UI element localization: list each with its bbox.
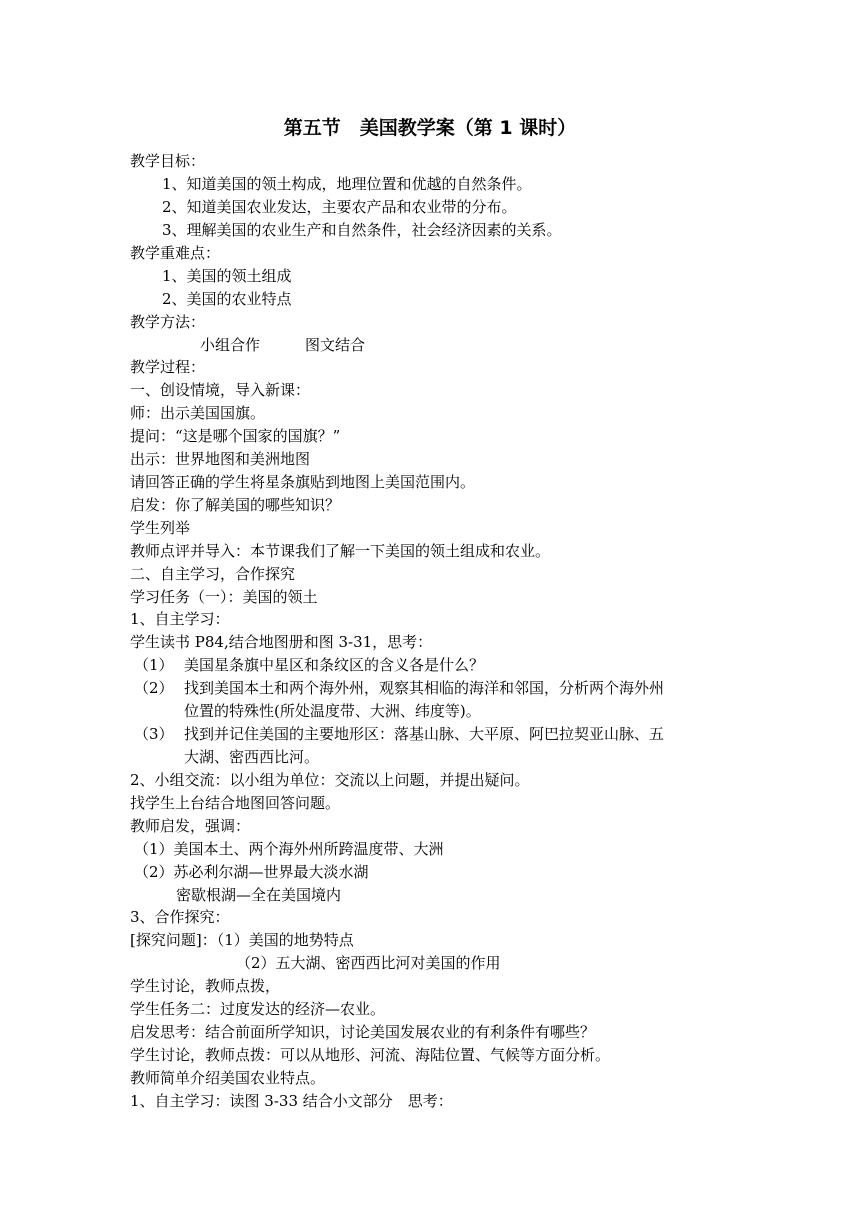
text-line: 教师简单介绍美国农业特点。 bbox=[130, 1069, 326, 1087]
text-line: 启发：你了解美国的哪些知识？ bbox=[130, 496, 341, 514]
question-text-continued: 大湖、密西西比河。 bbox=[184, 748, 320, 766]
text-line: 师：出示美国国旗。 bbox=[130, 404, 266, 422]
key-point-2: 2、美国的农业特点 bbox=[162, 290, 292, 308]
question-number: （2） bbox=[134, 679, 174, 697]
heading-methods: 教学方法： bbox=[130, 313, 206, 331]
key-point-1: 1、美国的领土组成 bbox=[162, 267, 292, 285]
text-line: 启发思考：结合前面所学知识，讨论美国发展农业的有利条件有哪些？ bbox=[130, 1023, 596, 1041]
inquiry-question: [探究问题]：（1）美国的地势特点 bbox=[130, 931, 354, 949]
heading-key-points: 教学重难点： bbox=[130, 244, 221, 262]
step-3-heading: 3、合作探究： bbox=[130, 908, 230, 926]
heading-objectives: 教学目标： bbox=[130, 152, 206, 170]
text-line: 学生讨论，教师点拨：可以从地形、河流、海陆位置、气候等方面分析。 bbox=[130, 1046, 611, 1064]
text-line: 学生讨论，教师点拨， bbox=[130, 977, 281, 995]
text-line: 教师点评并导入：本节课我们了解一下美国的领土组成和农业。 bbox=[130, 542, 551, 560]
text-line: 学生读书 P84,结合地图册和图 3-31，思考： bbox=[130, 633, 433, 651]
question-text-continued: 位置的特殊性(所处温度带、大洲、纬度等)。 bbox=[184, 702, 481, 720]
text-line: 找学生上台结合地图回答问题。 bbox=[130, 794, 341, 812]
emphasis-item: （2）苏必利尔湖—世界最大淡水湖 bbox=[134, 863, 369, 881]
step-1-heading: 1、自主学习： bbox=[130, 610, 230, 628]
question-text: 找到并记住美国的主要地形区：落基山脉、大平原、阿巴拉契亚山脉、五 bbox=[184, 725, 665, 743]
inquiry-question-continued: （2）五大湖、密西西比河对美国的作用 bbox=[236, 954, 501, 972]
text-line: 1、自主学习：读图 3-33 结合小文部分 思考： bbox=[130, 1092, 453, 1110]
section-1-heading: 一、创设情境，导入新课： bbox=[130, 381, 311, 399]
methods-text: 小组合作 图文结合 bbox=[200, 336, 366, 354]
objective-1: 1、知道美国的领土构成，地理位置和优越的自然条件。 bbox=[162, 175, 532, 193]
section-2-heading: 二、自主学习，合作探究 bbox=[130, 565, 296, 583]
page-title: 第五节 美国教学案（第 1 课时） bbox=[283, 117, 577, 139]
text-line: 学生列举 bbox=[130, 519, 191, 537]
text-line: 请回答正确的学生将星条旗贴到地图上美国范围内。 bbox=[130, 473, 476, 491]
text-line: 提问：“这是哪个国家的国旗？” bbox=[130, 427, 341, 445]
task-2-heading: 学生任务二：过度发达的经济—农业。 bbox=[130, 1000, 386, 1018]
task-1-heading: 学习任务（一）：美国的领土 bbox=[130, 588, 318, 606]
objective-2: 2、知道美国农业发达，主要农产品和农业带的分布。 bbox=[162, 198, 517, 216]
text-line: 教师启发，强调： bbox=[130, 817, 251, 835]
objective-3: 3、理解美国的农业生产和自然条件，社会经济因素的关系。 bbox=[162, 221, 562, 239]
text-line: 出示：世界地图和美洲地图 bbox=[130, 450, 311, 468]
question-number: （3） bbox=[134, 725, 174, 743]
heading-process: 教学过程： bbox=[130, 358, 206, 376]
question-text: 找到美国本土和两个海外州，观察其相临的海洋和邻国，分析两个海外州 bbox=[184, 679, 665, 697]
question-text: 美国星条旗中星区和条纹区的含义各是什么？ bbox=[184, 656, 485, 674]
emphasis-item-continued: 密歇根湖—全在美国境内 bbox=[176, 886, 342, 904]
question-number: （1） bbox=[134, 656, 174, 674]
step-2-heading: 2、小组交流：以小组为单位：交流以上问题，并提出疑问。 bbox=[130, 771, 530, 789]
emphasis-item: （1）美国本土、两个海外州所跨温度带、大洲 bbox=[134, 840, 444, 858]
